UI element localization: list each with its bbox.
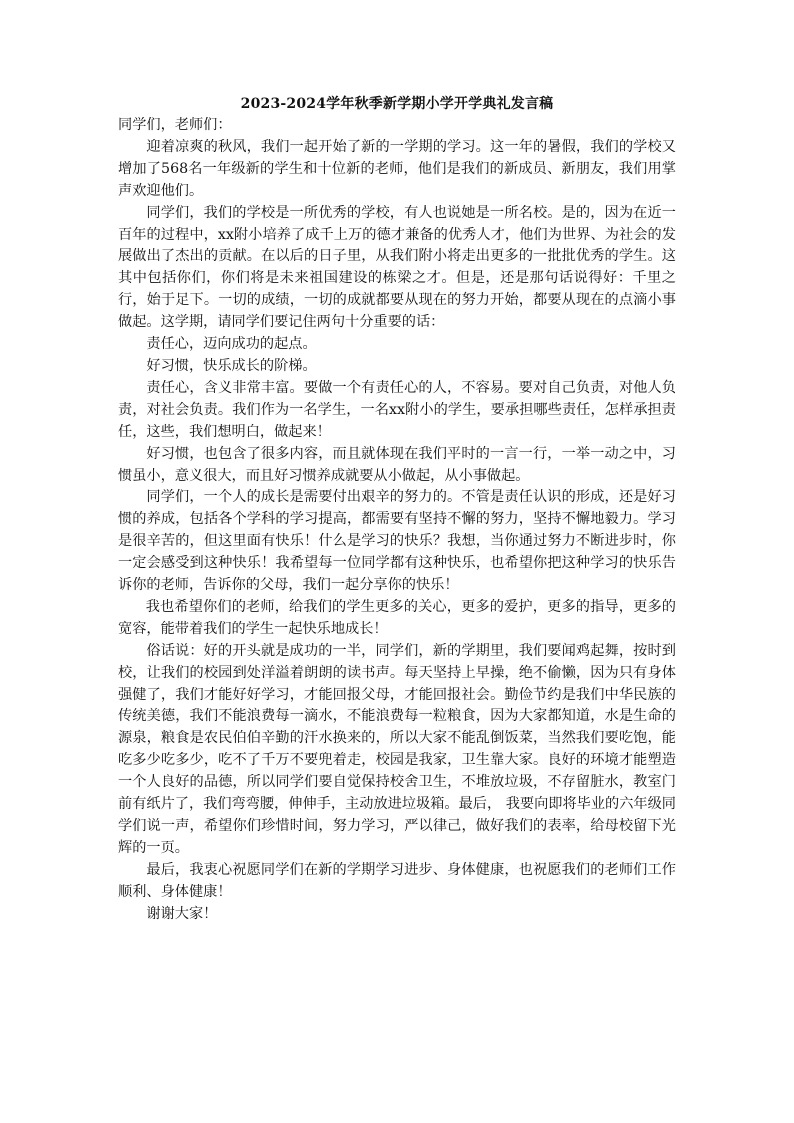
- document-page: [118, 94, 676, 926]
- paragraph-effort: 同学们，一个人的成长是需要付出艰辛的努力的。不管是责任认识的形成，还是好习惯的养成，包括各个学科的学习提高，都需要有坚持不懈的努力，坚持不懈地毅力。学习是很辛苦的，但这里面有快乐！什么是学习的快乐？我想，当你通过努力不断进步时，你一定会感受到这种快乐！我希望每一位同学都有这种快乐，也希望你把这种学习的快乐告诉你的老师，告诉你的父母，我们一起分享你的快乐！: [118, 489, 676, 594]
- paragraph-school-intro: 同学们，我们的学校是一所优秀的学校，有人也说她是一所名校。是的，因为在近一百年的过程中，xx附小培养了成千上万的德才兼备的优秀人才，他们为世界、为社会的发展做出了杰出的贡献。在以后的日子里，从我们附小将走出更多的一批批优秀的学生。这其中包括你们，你们将是未来祖国建设的栋梁之才。但是，还是那句话说得好：千里之行，始于足下。一切的成绩，一切的成就都要从现在的努力开始，都要从现在的点滴小事做起。这学期，请同学们要记住两句十分重要的话：: [118, 204, 676, 331]
- paragraph-motto-habit: 好习惯，快乐成长的阶梯。: [146, 357, 317, 374]
- paragraph-good-habits: 好习惯，也包含了很多内容，而且就体现在我们平时的一言一行，一举一动之中，习惯虽小，意义很大，而且好习惯养成就要从小做起，从小事做起。: [118, 445, 676, 484]
- paragraph-wishes: 最后，我衷心祝愿同学们在新的学期学习进步、身体健康，也祝愿我们的老师们工作顺利、身体健康！: [118, 861, 676, 900]
- document-title: 2023-2024学年秋季新学期小学开学典礼发言稿: [240, 96, 554, 112]
- paragraph-welcome: 迎着凉爽的秋风，我们一起开始了新的一学期的学习。这一年的暑假，我们的学校又增加了568名一年级新的学生和十位新的老师，他们是我们的新成员、新朋友，我们用掌声欢迎他们。: [118, 138, 676, 199]
- paragraph-responsibility: 责任心，含义非常丰富。要做一个有责任心的人，不容易。要对自己负责，对他人负责，对社会负责。我们作为一名学生，一名xx附小的学生，要承担哪些责任，怎样承担责任，这些，我们想明白，做起来！: [118, 379, 676, 440]
- paragraph-proverb: 俗话说：好的开头就是成功的一半，同学们，新的学期里，我们要闻鸡起舞，按时到校，让我们的校园到处洋溢着朗朗的读书声。每天坚持上早操，绝不偷懒，因为只有身体强健了，我们才能好好学习，才能回报父母，才能回报社会。勤俭节约是我们中华民族的传统美德，我们不能浪费每一滴水，不能浪费每一粒粮食，因为大家都知道，水是生命的源泉，粮食是农民伯伯辛勤的汗水换来的，所以大家不能乱倒饭菜，当然我们要吃饱，能吃多少吃多少，吃不了千万不要兜着走，校园是我家，卫生靠大家。良好的环境才能塑造一个人良好的品德，所以同学们要自觉保持校舍卫生，不堆放垃圾，不存留脏水，教室门前有纸片了，我们弯弯腰，伸伸手，主动放进垃圾箱。最后， 我要向即将毕业的六年级同学们说一声，希望你们珍惜时间，努力学习，严以律己，做好我们的表率，给母校留下光辉的一页。: [118, 642, 676, 856]
- paragraph-motto-responsibility: 责任心，迈向成功的起点。: [146, 336, 317, 353]
- paragraph-teachers: 我也希望你们的老师，给我们的学生更多的关心，更多的爱护，更多的指导，更多的宽容，能带着我们的学生一起快乐地成长！: [118, 598, 676, 637]
- paragraph-thanks: 谢谢大家！: [146, 905, 218, 922]
- salutation: 同学们，老师们：: [118, 117, 232, 133]
